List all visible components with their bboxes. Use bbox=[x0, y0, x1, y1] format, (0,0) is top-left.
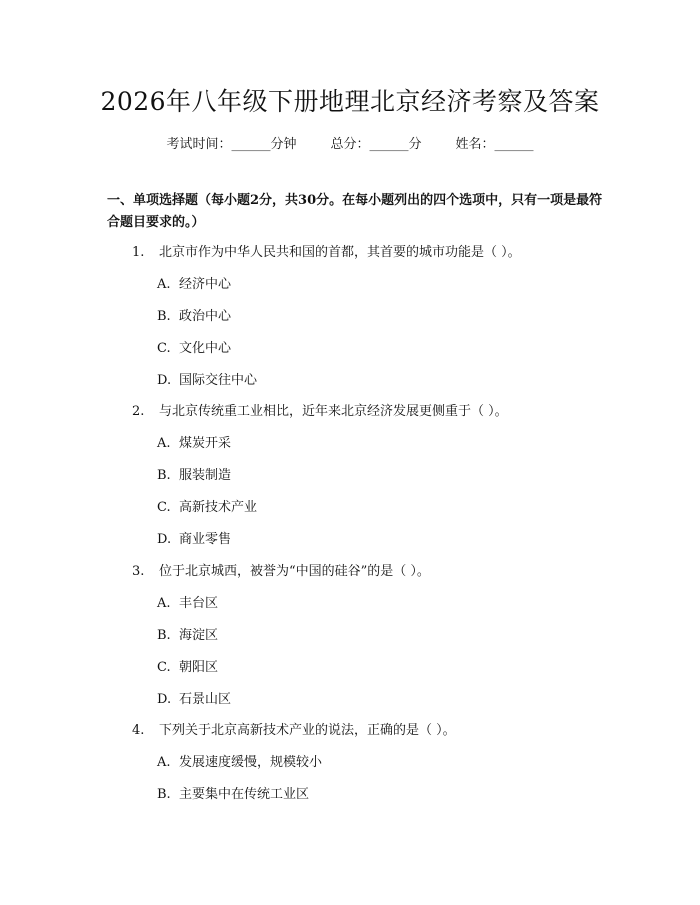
option-3d bbox=[157, 691, 231, 709]
question-3 bbox=[132, 563, 430, 581]
option-text: 石景山区 bbox=[179, 692, 232, 707]
total-score-field: 总分：______分 bbox=[330, 137, 422, 152]
option-text: 政治中心 bbox=[179, 309, 232, 324]
question-text: 北京市作为中华人民共和国的首都，其首要的城市功能是（ ）。 bbox=[159, 245, 521, 260]
option-1b bbox=[157, 308, 231, 326]
question-number: 4. bbox=[132, 723, 145, 738]
option-3a bbox=[157, 595, 218, 613]
option-text: 高新技术产业 bbox=[179, 500, 258, 515]
option-2c bbox=[157, 499, 257, 517]
option-letter: C. bbox=[157, 660, 171, 675]
option-letter: B. bbox=[157, 309, 171, 324]
option-letter: B. bbox=[157, 628, 171, 643]
exam-time-field: 考试时间：______分钟 bbox=[166, 137, 297, 152]
option-text: 海淀区 bbox=[179, 628, 219, 643]
option-letter: C. bbox=[157, 500, 171, 515]
option-2d bbox=[157, 531, 231, 549]
option-2a bbox=[157, 435, 231, 453]
option-text: 朝阳区 bbox=[179, 660, 219, 675]
option-text: 服装制造 bbox=[179, 468, 232, 483]
question-number: 3. bbox=[132, 564, 145, 579]
option-text: 经济中心 bbox=[179, 277, 232, 292]
question-number: 1. bbox=[132, 245, 145, 260]
question-text: 位于北京城西，被誉为“中国的硅谷”的是（ ）。 bbox=[159, 564, 430, 579]
option-letter: D. bbox=[157, 532, 172, 547]
option-letter: D. bbox=[157, 373, 172, 388]
question-text: 下列关于北京高新技术产业的说法，正确的是（ ）。 bbox=[159, 723, 456, 738]
option-text: 文化中心 bbox=[179, 341, 232, 356]
question-text: 与北京传统重工业相比，近年来北京经济发展更侧重于（ ）。 bbox=[159, 404, 508, 419]
option-text: 丰台区 bbox=[179, 596, 219, 611]
option-3c bbox=[157, 659, 218, 677]
option-letter: C. bbox=[157, 341, 171, 356]
question-number: 2. bbox=[132, 404, 145, 419]
option-letter: A. bbox=[157, 755, 171, 770]
option-3b bbox=[157, 627, 218, 645]
option-letter: A. bbox=[157, 277, 171, 292]
section-heading: 一、单项选择题（每小题2分，共30分。在每小题列出的四个选项中，只有一项是最符合题目要求的。） bbox=[107, 193, 603, 230]
page-title: 2026年八年级下册地理北京经济考察及答案 bbox=[100, 87, 600, 116]
student-name-field: 姓名：______ bbox=[455, 137, 534, 152]
option-4b bbox=[157, 786, 309, 804]
option-letter: D. bbox=[157, 692, 172, 707]
option-text: 主要集中在传统工业区 bbox=[179, 787, 310, 802]
option-2b bbox=[157, 467, 231, 485]
option-text: 商业零售 bbox=[179, 532, 232, 547]
option-4a bbox=[157, 754, 322, 772]
option-letter: A. bbox=[157, 436, 171, 451]
option-text: 煤炭开采 bbox=[179, 436, 232, 451]
option-1c bbox=[157, 340, 231, 358]
exam-meta bbox=[0, 133, 700, 152]
option-1d bbox=[157, 372, 257, 390]
option-text: 发展速度缓慢，规模较小 bbox=[179, 755, 323, 770]
option-text: 国际交往中心 bbox=[179, 373, 258, 388]
question-2 bbox=[132, 403, 508, 421]
option-letter: B. bbox=[157, 787, 171, 802]
option-1a bbox=[157, 276, 231, 294]
option-letter: A. bbox=[157, 596, 171, 611]
option-letter: B. bbox=[157, 468, 171, 483]
question-1 bbox=[132, 244, 521, 262]
question-4 bbox=[132, 722, 456, 740]
